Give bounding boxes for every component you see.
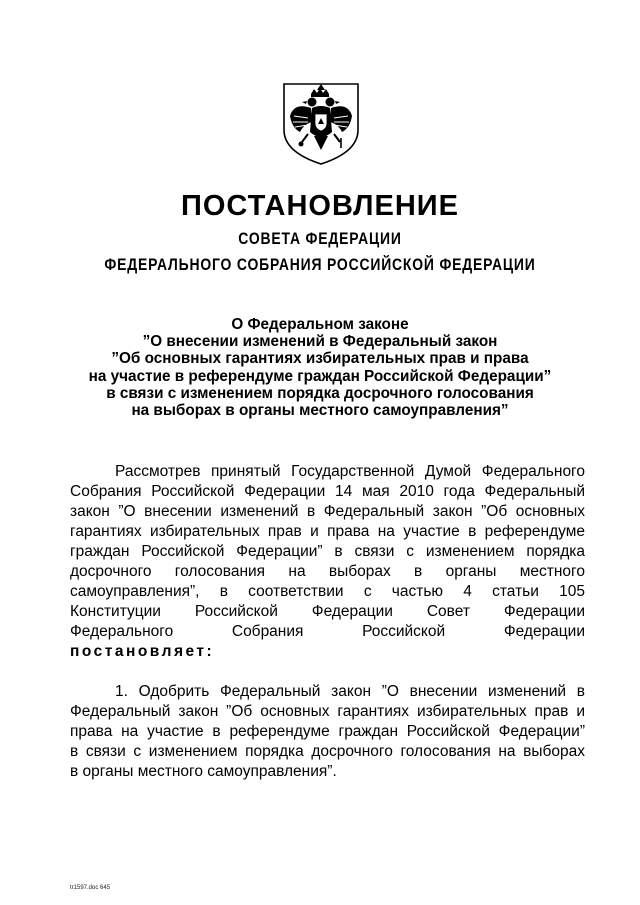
body-line: Собрания Российской Федерации 14 мая 2010 года Федеральный: [70, 483, 585, 500]
body-line: досрочного голосования на выборах в органы местного: [70, 563, 585, 580]
body-line: гарантиях избирательных прав и права на участие в референдуме: [70, 523, 585, 540]
subject-line: ”О внесении изменений в Федеральный закон: [142, 333, 498, 351]
body-line: Рассмотрев принятый Государственной Думой Федерального: [115, 463, 585, 480]
subject-line: на участие в референдуме граждан Российской Федерации”: [88, 367, 552, 385]
body-line: Федерального Собрания Российской Федерации: [70, 623, 585, 640]
resolves-word: постановляет:: [70, 643, 215, 660]
body-line: права на участие в референдуме граждан Российской Федерации”: [70, 723, 585, 740]
subject-line: ”Об основных гарантиях избирательных прав и права: [111, 350, 529, 368]
body-line: Конституции Российской Федерации Совет Федерации: [70, 603, 585, 620]
file-reference: tr1597.doc 645: [70, 885, 111, 891]
body-line: Федеральный закон ”Об основных гарантиях избирательных прав и: [70, 703, 585, 720]
document-subtitle-council: СОВЕТА ФЕДЕРАЦИИ: [238, 229, 402, 248]
document-body: [70, 462, 585, 782]
paragraph-item-1: [70, 682, 585, 782]
coat-of-arms-emblem: [278, 80, 364, 166]
subject-line: на выборах в органы местного самоуправления”: [131, 402, 509, 420]
subject-line: в связи с изменением порядка досрочного голосования: [106, 384, 534, 402]
body-line: закон ”О внесении изменений в Федеральный закон ”Об основных: [70, 503, 585, 520]
body-line: самоуправления”, в соответствии с частью 4 статьи 105: [70, 583, 585, 600]
document-title: ПОСТАНОВЛЕНИЕ: [181, 190, 459, 222]
body-line: в связи с изменением порядка досрочного голосования на выборах: [70, 743, 585, 760]
paragraph-preamble: [70, 462, 585, 662]
document-subtitle-assembly: ФЕДЕРАЛЬНОГО СОБРАНИЯ РОССИЙСКОЙ ФЕДЕРАЦИИ: [104, 255, 536, 274]
subject-line: О Федеральном законе: [231, 316, 409, 333]
document-subject: [40, 316, 600, 419]
body-line: 1. Одобрить Федеральный закон ”О внесении изменений в: [115, 683, 585, 700]
body-line: граждан Российской Федерации” в связи с изменением порядка: [70, 543, 585, 560]
body-line: в органы местного самоуправления”.: [70, 763, 337, 780]
